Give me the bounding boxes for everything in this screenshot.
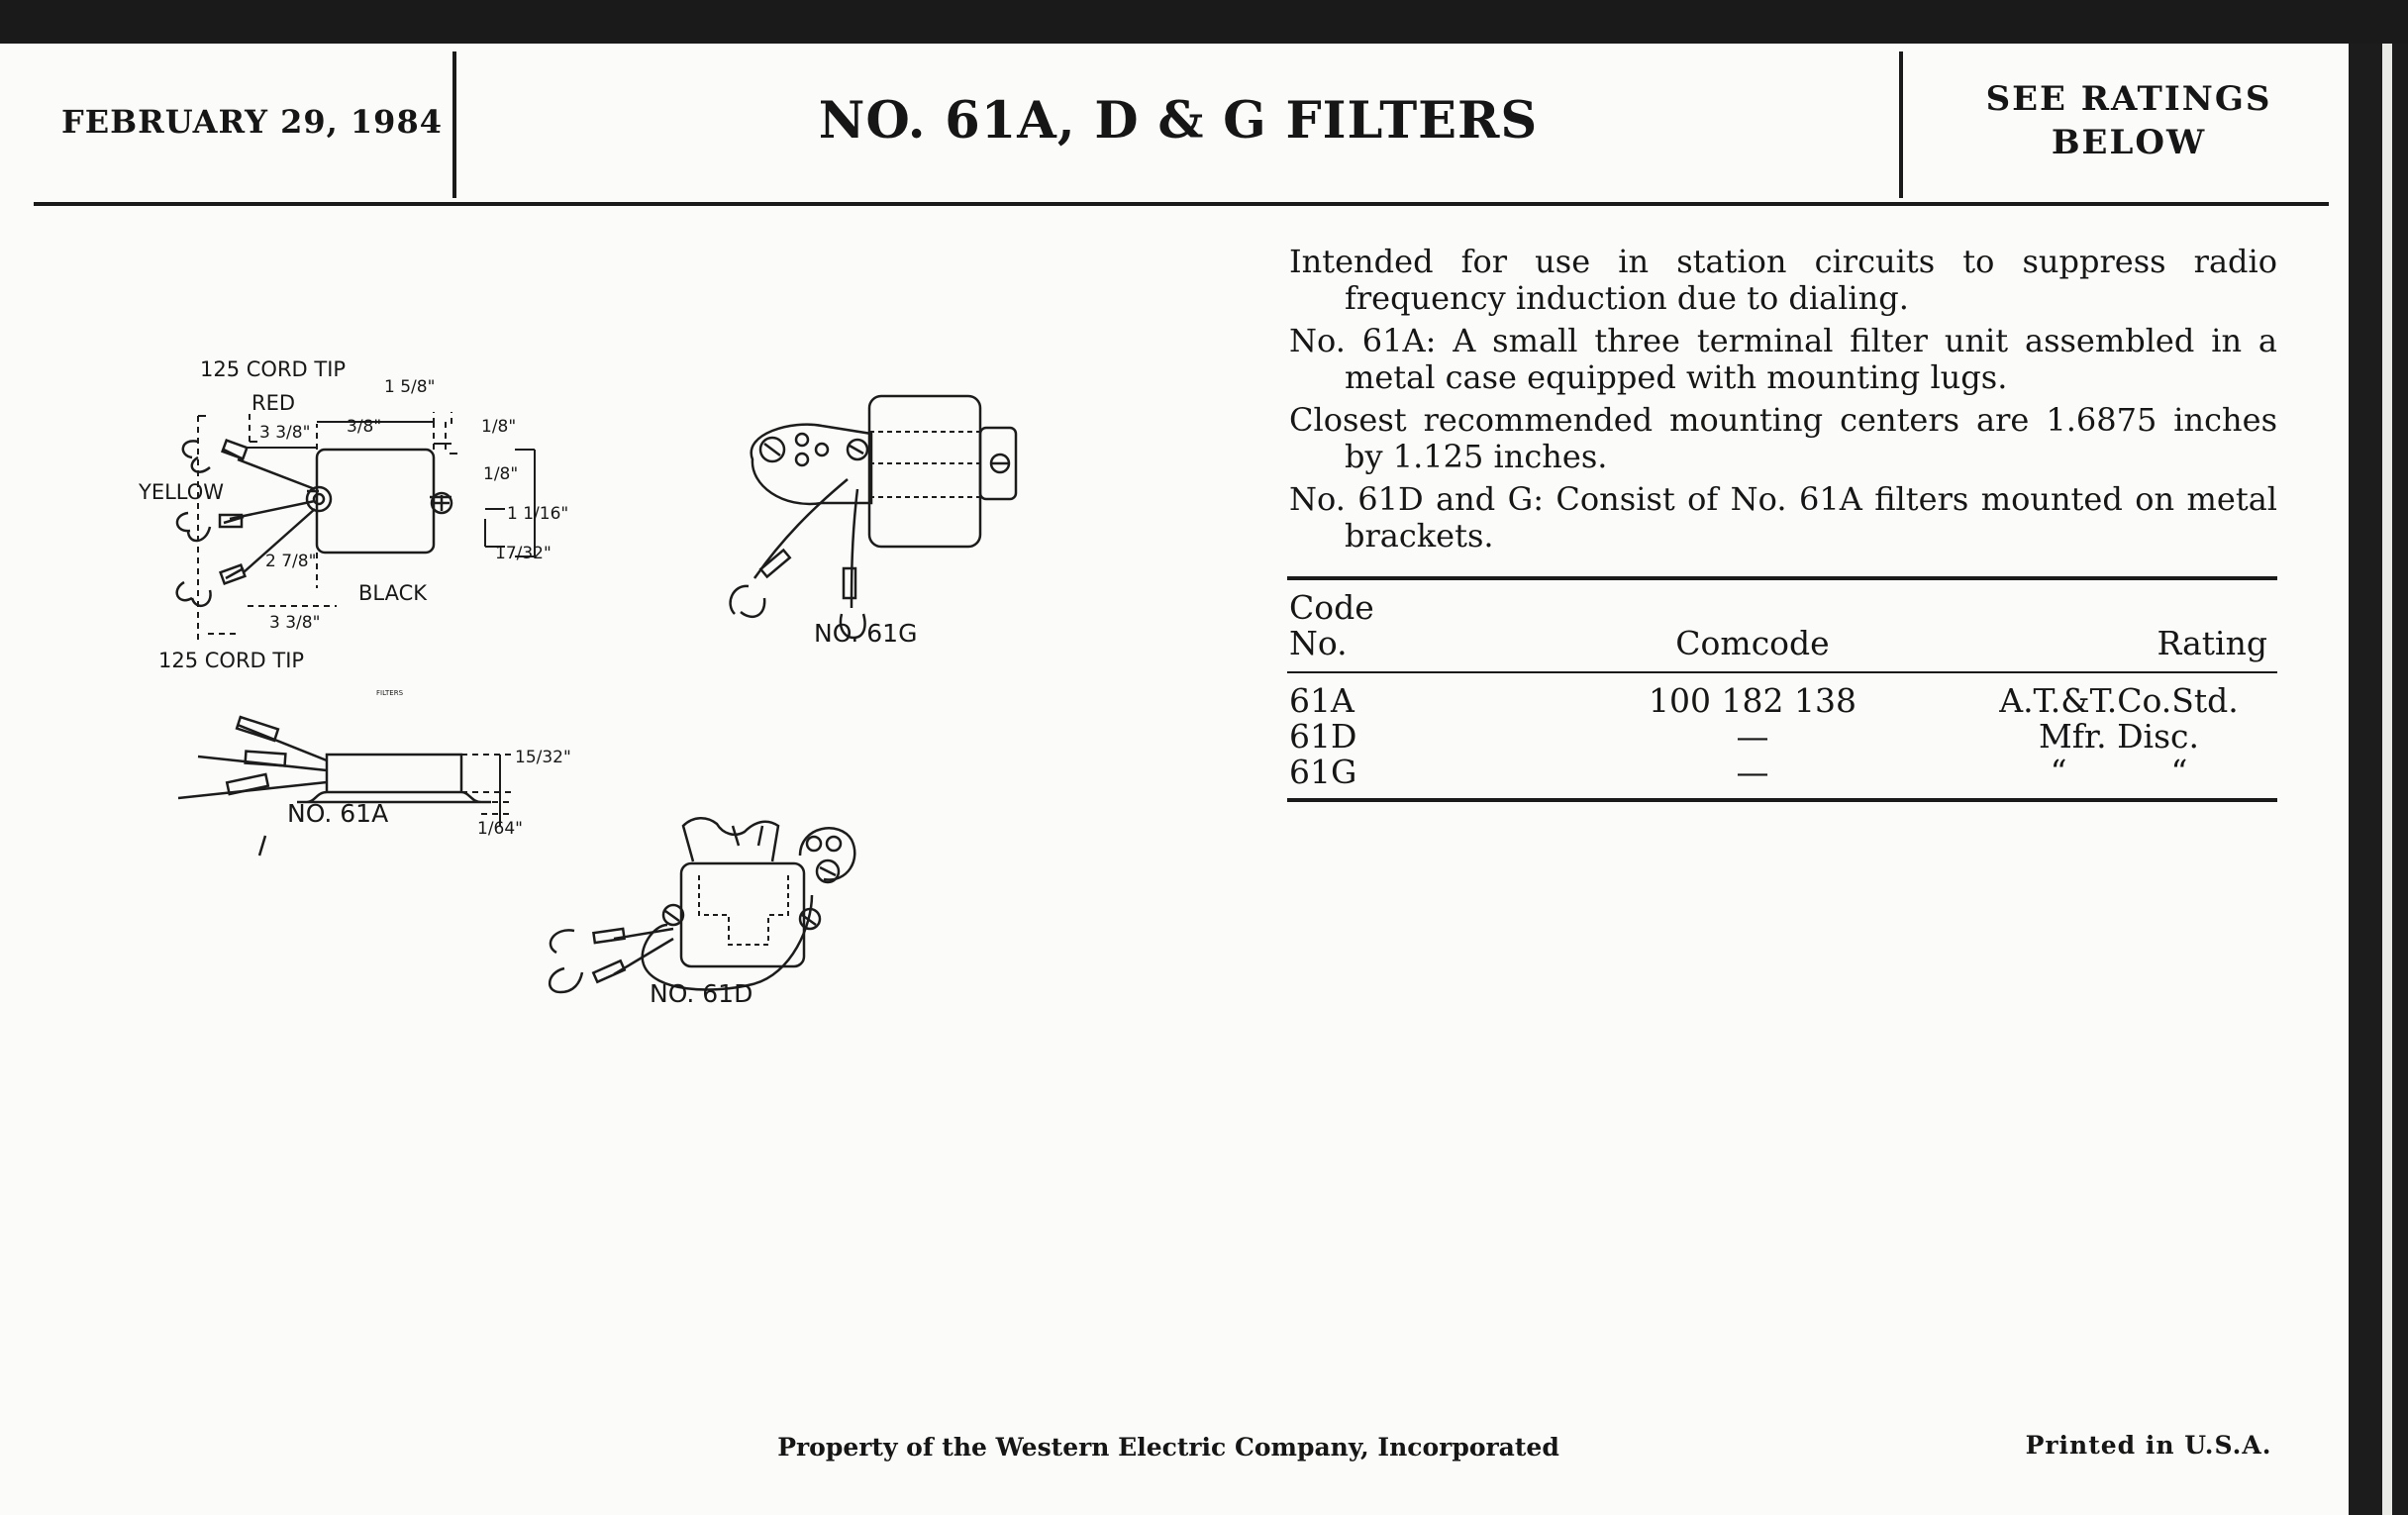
description <box>1289 244 2277 560</box>
dim-3-8-top: 3/8" <box>347 417 382 437</box>
label-black: BLACK <box>358 581 428 605</box>
header-code-line1: Code <box>1289 588 1374 627</box>
label-red: RED <box>251 391 296 415</box>
header-code-line2: No. <box>1289 624 1348 662</box>
ratings-note <box>1911 77 2347 164</box>
label-cord-tip-bottom: 125 CORD TIP <box>158 649 305 672</box>
ratings-note-line2: BELOW <box>2051 123 2207 162</box>
row-rating: A.T.&T.Co.Std. <box>1999 681 2239 720</box>
page-edge-strip <box>2382 44 2392 1515</box>
description-paragraph: No. 61A: A small three terminal filter unit assembled in a metal case equipped with mounting lugs. <box>1289 322 2277 396</box>
filter-61d-drawing <box>550 818 854 992</box>
filter-61a-side-view <box>178 717 511 856</box>
row-comcode: — <box>1736 753 1769 791</box>
label-filters: FILTERS <box>376 689 404 697</box>
dim-3-3-8-a: 3 3/8" <box>259 423 311 443</box>
dim-1-8-side: 1/8" <box>483 464 519 484</box>
label-no-61g: NO. 61G <box>814 619 918 648</box>
ratings-note-line1: SEE RATINGS <box>1985 79 2272 119</box>
header-code <box>1289 590 1374 661</box>
header-comcode: Comcode <box>1675 624 1830 662</box>
dim-2-7-8: 2 7/8" <box>265 552 317 571</box>
filter-61g-drawing <box>731 396 1016 638</box>
header-rating: Rating <box>2157 624 2267 662</box>
page-title: NO. 61A, D & G FILTERS <box>818 91 1539 151</box>
filter-61a-top-view <box>177 412 535 644</box>
dim-17-32: 17/32" <box>495 544 552 563</box>
description-paragraph: Intended for use in station circuits to suppress radio frequency induction due to dialing. <box>1289 243 2277 317</box>
row-comcode: 100 182 138 <box>1649 681 1856 720</box>
dim-3-3-8-b: 3 3/8" <box>269 613 321 633</box>
row-comcode: — <box>1736 717 1769 756</box>
label-yellow: YELLOW <box>139 480 225 504</box>
row-rating: “ “ <box>2050 753 2188 791</box>
issue-date: FEBRUARY 29, 1984 <box>61 103 443 141</box>
dim-1-8-top: 1/8" <box>481 417 517 437</box>
row-code: 61D <box>1289 717 1357 756</box>
row-code: 61G <box>1289 753 1357 791</box>
row-rating: Mfr. Disc. <box>2038 717 2200 756</box>
table-top-rule <box>1287 576 2277 580</box>
page-edge <box>2349 44 2408 1515</box>
label-no-61a: NO. 61A <box>287 799 389 828</box>
dim-1-5-8: 1 5/8" <box>384 377 436 397</box>
header-divider-right <box>1899 51 1903 198</box>
table-bottom-rule <box>1287 798 2277 802</box>
footer-property: Property of the Western Electric Company, Incorporated <box>777 1433 1559 1462</box>
dim-1-1-16: 1 1/16" <box>507 504 569 524</box>
footer-printed: Printed in U.S.A. <box>2025 1431 2272 1460</box>
label-no-61d: NO. 61D <box>650 979 753 1008</box>
technical-drawings <box>0 44 1248 1034</box>
label-cord-tip-top: 125 CORD TIP <box>200 357 347 381</box>
description-paragraph: No. 61D and G: Consist of No. 61A filters mounted on metal brackets. <box>1289 480 2277 555</box>
row-code: 61A <box>1289 681 1354 720</box>
table-header-rule <box>1287 671 2277 673</box>
dim-15-32: 15/32" <box>515 748 571 767</box>
dim-1-64: 1/64" <box>477 819 523 839</box>
description-paragraph: Closest recommended mounting centers are 1.6875 inches by 1.125 inches. <box>1289 401 2277 475</box>
